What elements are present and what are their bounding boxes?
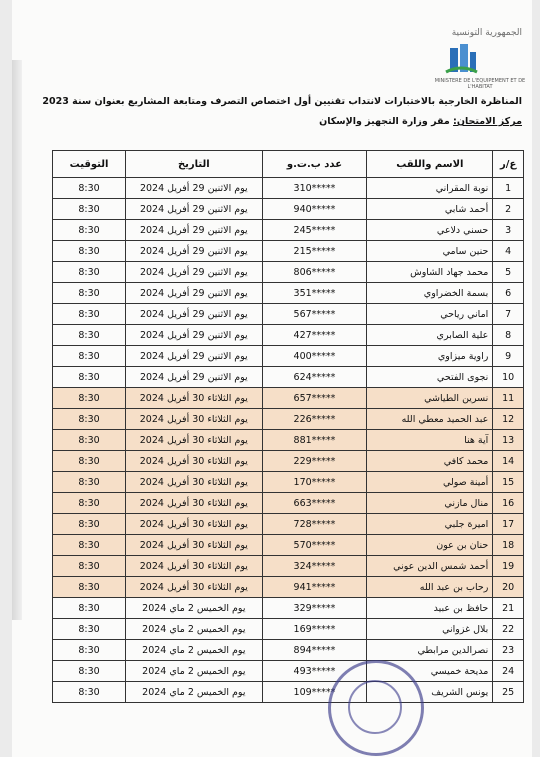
republic-header: الجمهورية التونسية — [451, 28, 522, 38]
cell-name: أمينة صولي — [367, 472, 493, 493]
cell-time: 8:30 — [53, 619, 126, 640]
cell-cin: *****245 — [262, 220, 367, 241]
cell-name: نجوى الفتحي — [367, 367, 493, 388]
cell-name: بلال غزواني — [367, 619, 493, 640]
cell-num: 1 — [493, 178, 524, 199]
cell-cin: *****940 — [262, 199, 367, 220]
cell-time: 8:30 — [53, 598, 126, 619]
cell-cin: *****427 — [262, 325, 367, 346]
cell-time: 8:30 — [53, 199, 126, 220]
cell-num: 14 — [493, 451, 524, 472]
table-row — [53, 598, 524, 619]
cell-num: 8 — [493, 325, 524, 346]
cell-cin: *****657 — [262, 388, 367, 409]
cell-cin: *****624 — [262, 367, 367, 388]
cell-date: يوم الخميس 2 ماي 2024 — [126, 598, 263, 619]
cell-time: 8:30 — [53, 388, 126, 409]
cell-name: اميرة جلبي — [367, 514, 493, 535]
cell-date: يوم الخميس 2 ماي 2024 — [126, 640, 263, 661]
table-row — [53, 199, 524, 220]
cell-time: 8:30 — [53, 661, 126, 682]
cell-cin: *****169 — [262, 619, 367, 640]
binder-edge — [12, 60, 22, 620]
cell-date: يوم الثلاثاء 30 أفريل 2024 — [126, 430, 263, 451]
cell-date: يوم الاثنين 29 أفريل 2024 — [126, 220, 263, 241]
cell-date: يوم الاثنين 29 أفريل 2024 — [126, 367, 263, 388]
cell-time: 8:30 — [53, 514, 126, 535]
table-row — [53, 577, 524, 598]
exam-center — [202, 116, 522, 127]
cell-date: يوم الثلاثاء 30 أفريل 2024 — [126, 556, 263, 577]
table-row — [53, 619, 524, 640]
cell-num: 9 — [493, 346, 524, 367]
cell-cin: *****329 — [262, 598, 367, 619]
cell-num: 4 — [493, 241, 524, 262]
cell-time: 8:30 — [53, 493, 126, 514]
header-time: التوقيت — [53, 151, 126, 178]
cell-cin: *****663 — [262, 493, 367, 514]
cell-num: 10 — [493, 367, 524, 388]
cell-cin: *****351 — [262, 283, 367, 304]
cell-num: 15 — [493, 472, 524, 493]
table-row — [53, 346, 524, 367]
header-name: الاسم واللقب — [367, 151, 493, 178]
cell-time: 8:30 — [53, 346, 126, 367]
cell-cin: *****310 — [262, 178, 367, 199]
cell-time: 8:30 — [53, 178, 126, 199]
table-row — [53, 451, 524, 472]
cell-time: 8:30 — [53, 577, 126, 598]
cell-date: يوم الثلاثاء 30 أفريل 2024 — [126, 409, 263, 430]
table-row — [53, 283, 524, 304]
cell-date: يوم الخميس 2 ماي 2024 — [126, 619, 263, 640]
table-row — [53, 514, 524, 535]
cell-cin: *****728 — [262, 514, 367, 535]
cell-name: آية هنا — [367, 430, 493, 451]
cell-date: يوم الثلاثاء 30 أفريل 2024 — [126, 451, 263, 472]
cell-num: 22 — [493, 619, 524, 640]
cell-name: حافظ بن عبيد — [367, 598, 493, 619]
cell-date: يوم الاثنين 29 أفريل 2024 — [126, 346, 263, 367]
cell-time: 8:30 — [53, 430, 126, 451]
table-row — [53, 367, 524, 388]
cell-name: اماني رياحي — [367, 304, 493, 325]
cell-date: يوم الاثنين 29 أفريل 2024 — [126, 241, 263, 262]
cell-name: محمد جهاد الشاوش — [367, 262, 493, 283]
cell-num: 23 — [493, 640, 524, 661]
cell-cin: *****215 — [262, 241, 367, 262]
cell-time: 8:30 — [53, 367, 126, 388]
cell-name: حسني دلاعي — [367, 220, 493, 241]
cell-name: عبد الحميد معطي الله — [367, 409, 493, 430]
table-header-row — [53, 151, 524, 178]
cell-date: يوم الثلاثاء 30 أفريل 2024 — [126, 535, 263, 556]
cell-num: 11 — [493, 388, 524, 409]
cell-num: 2 — [493, 199, 524, 220]
cell-name: نسرين الطياشي — [367, 388, 493, 409]
table-body — [53, 178, 524, 703]
cell-num: 25 — [493, 682, 524, 703]
cell-cin: *****170 — [262, 472, 367, 493]
table-row — [53, 241, 524, 262]
table-row — [53, 661, 524, 682]
cell-name: راوية ميزاوي — [367, 346, 493, 367]
table-row — [53, 682, 524, 703]
cell-time: 8:30 — [53, 220, 126, 241]
cell-date: يوم الثلاثاء 30 أفريل 2024 — [126, 577, 263, 598]
cell-time: 8:30 — [53, 409, 126, 430]
header-num: ع/ر — [493, 151, 524, 178]
cell-name: علية الصابري — [367, 325, 493, 346]
cell-cin: *****400 — [262, 346, 367, 367]
cell-name: بسمة الخضراوي — [367, 283, 493, 304]
cell-cin: *****567 — [262, 304, 367, 325]
cell-num: 12 — [493, 409, 524, 430]
cell-num: 6 — [493, 283, 524, 304]
cell-cin: *****881 — [262, 430, 367, 451]
document-title: المناظرة الخارجية بالاختبارات لانتداب تقنيين أول اختصاص التصرف ومتابعة المشاريع بعنوان سنة 2023 — [42, 96, 522, 107]
cell-cin: *****570 — [262, 535, 367, 556]
cell-date: يوم الخميس 2 ماي 2024 — [126, 682, 263, 703]
cell-time: 8:30 — [53, 283, 126, 304]
document-page — [12, 0, 532, 757]
cell-name: حنان بن عون — [367, 535, 493, 556]
cell-num: 20 — [493, 577, 524, 598]
table-row — [53, 220, 524, 241]
cell-time: 8:30 — [53, 304, 126, 325]
cell-cin: *****493 — [262, 661, 367, 682]
cell-date: يوم الاثنين 29 أفريل 2024 — [126, 262, 263, 283]
cell-date: يوم الثلاثاء 30 أفريل 2024 — [126, 493, 263, 514]
cell-name: نوبة المقراني — [367, 178, 493, 199]
cell-cin: *****894 — [262, 640, 367, 661]
cell-cin: *****229 — [262, 451, 367, 472]
header-cin: عدد ب.ت.و — [262, 151, 367, 178]
table-row — [53, 325, 524, 346]
table-row — [53, 262, 524, 283]
cell-time: 8:30 — [53, 262, 126, 283]
cell-date: يوم الاثنين 29 أفريل 2024 — [126, 304, 263, 325]
cell-num: 21 — [493, 598, 524, 619]
cell-name: يونس الشريف — [367, 682, 493, 703]
cell-date: يوم الاثنين 29 أفريل 2024 — [126, 178, 263, 199]
exam-center-label: مركز الامتحان: — [453, 116, 522, 127]
cell-cin: *****941 — [262, 577, 367, 598]
cell-num: 5 — [493, 262, 524, 283]
cell-time: 8:30 — [53, 472, 126, 493]
table-row — [53, 178, 524, 199]
table-row — [53, 640, 524, 661]
header-date: التاريخ — [126, 151, 263, 178]
cell-num: 24 — [493, 661, 524, 682]
cell-name: رحاب بن عبد الله — [367, 577, 493, 598]
table-row — [53, 556, 524, 577]
cell-cin: *****806 — [262, 262, 367, 283]
cell-name: محمد كافي — [367, 451, 493, 472]
table-row — [53, 388, 524, 409]
cell-date: يوم الثلاثاء 30 أفريل 2024 — [126, 388, 263, 409]
cell-name: أحمد شابي — [367, 199, 493, 220]
cell-num: 7 — [493, 304, 524, 325]
table-row — [53, 493, 524, 514]
cell-date: يوم الاثنين 29 أفريل 2024 — [126, 325, 263, 346]
cell-time: 8:30 — [53, 640, 126, 661]
exam-center-value: مقر وزارة التجهيز والإسكان — [319, 116, 454, 127]
cell-name: مديحة خميسي — [367, 661, 493, 682]
cell-cin: *****109 — [262, 682, 367, 703]
cell-name: حنين سامي — [367, 241, 493, 262]
official-stamp-inner — [348, 680, 402, 734]
candidates-table — [52, 150, 524, 703]
cell-name: نصرالدين مرابطي — [367, 640, 493, 661]
cell-time: 8:30 — [53, 535, 126, 556]
table-row — [53, 472, 524, 493]
cell-time: 8:30 — [53, 451, 126, 472]
cell-date: يوم الخميس 2 ماي 2024 — [126, 661, 263, 682]
cell-date: يوم الثلاثاء 30 أفريل 2024 — [126, 514, 263, 535]
cell-time: 8:30 — [53, 325, 126, 346]
cell-num: 13 — [493, 430, 524, 451]
cell-time: 8:30 — [53, 682, 126, 703]
table-row — [53, 409, 524, 430]
cell-num: 18 — [493, 535, 524, 556]
cell-date: يوم الاثنين 29 أفريل 2024 — [126, 283, 263, 304]
ministry-name: MINISTERE DE L'EQUIPEMENT ET DE L'HABITAT — [434, 78, 526, 90]
table-row — [53, 535, 524, 556]
cell-date: يوم الثلاثاء 30 أفريل 2024 — [126, 472, 263, 493]
cell-num: 16 — [493, 493, 524, 514]
cell-time: 8:30 — [53, 556, 126, 577]
cell-cin: *****324 — [262, 556, 367, 577]
table-row — [53, 304, 524, 325]
cell-num: 3 — [493, 220, 524, 241]
ministry-logo-icon — [444, 42, 478, 76]
cell-num: 19 — [493, 556, 524, 577]
cell-date: يوم الاثنين 29 أفريل 2024 — [126, 199, 263, 220]
cell-num: 17 — [493, 514, 524, 535]
cell-name: منال مازني — [367, 493, 493, 514]
cell-cin: *****226 — [262, 409, 367, 430]
cell-name: أحمد شمس الدين عوني — [367, 556, 493, 577]
cell-time: 8:30 — [53, 241, 126, 262]
table-row — [53, 430, 524, 451]
